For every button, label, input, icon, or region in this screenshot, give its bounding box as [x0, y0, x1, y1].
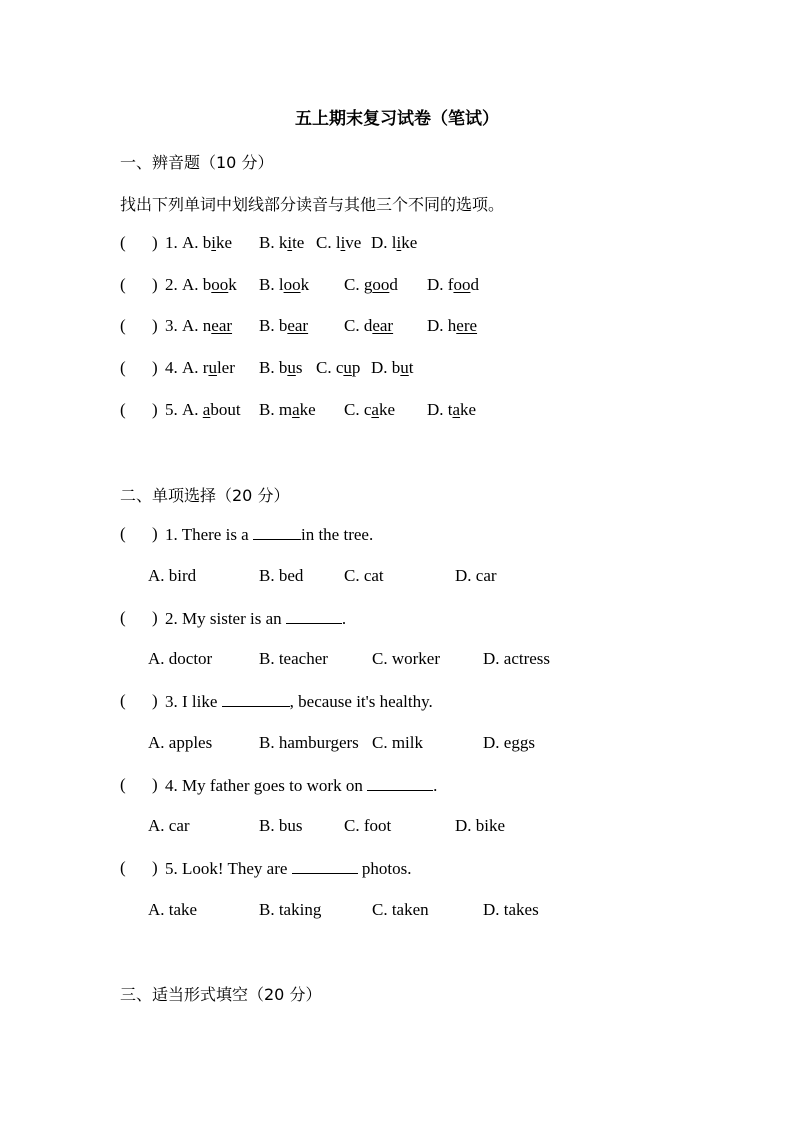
- answer-paren-open: (: [120, 524, 126, 543]
- question-number: 5.: [165, 400, 178, 419]
- option-prefix: A.: [182, 400, 203, 419]
- question-row: [120, 400, 680, 422]
- underlined-letters: ear: [211, 316, 233, 335]
- choice-option: D. actress: [483, 649, 551, 668]
- option-suffix: bout: [210, 400, 241, 419]
- option-c: [316, 358, 360, 378]
- answer-blank[interactable]: [253, 524, 301, 540]
- underlined-letters: i: [396, 233, 402, 252]
- question-number: 3.: [165, 316, 178, 335]
- answer-paren-open: (: [120, 400, 126, 419]
- option-b: [259, 233, 304, 253]
- answer-paren-close: ): [152, 691, 158, 710]
- option-c: [316, 233, 361, 253]
- underlined-letters: u: [343, 358, 352, 377]
- answer-paren-open: (: [120, 775, 126, 794]
- answer-paren-close: ): [152, 275, 158, 294]
- options-row: [120, 733, 680, 755]
- answer-paren-close: ): [152, 524, 158, 543]
- answer-blank[interactable]: [222, 691, 290, 707]
- option-prefix: A. r: [182, 358, 209, 377]
- choice-option: A. apples: [148, 733, 213, 752]
- option-b: [259, 358, 302, 378]
- answer-paren-close: ): [152, 358, 158, 377]
- answer-paren-open: (: [120, 608, 126, 627]
- answer-blank[interactable]: [292, 858, 358, 874]
- question-text-before: My sister is an: [182, 609, 286, 628]
- underlined-letters: oo: [372, 275, 390, 294]
- section-3-heading: 三、适当形式填空（20 分）: [120, 985, 322, 1004]
- option-suffix: d: [470, 275, 479, 294]
- choice-option: B. teacher: [259, 649, 328, 668]
- section-1-heading: 一、辨音题（10 分）: [120, 153, 274, 172]
- question-row: [120, 233, 680, 255]
- question-number: 2.: [165, 609, 178, 628]
- question-stem: [165, 691, 433, 712]
- question-text-after: photos.: [357, 859, 412, 878]
- option-prefix: D. b: [371, 358, 401, 377]
- option-d: [371, 233, 417, 253]
- answer-paren-open: (: [120, 691, 126, 710]
- options-row: [120, 649, 680, 671]
- option-d: [427, 275, 479, 295]
- answer-paren-close: ): [152, 858, 158, 877]
- question-number: 3.: [165, 692, 178, 711]
- answer-paren-close: ): [152, 775, 158, 794]
- option-prefix: A. b: [182, 233, 212, 252]
- question-number: 1.: [165, 233, 178, 252]
- answer-blank[interactable]: [286, 608, 342, 624]
- option-a: [182, 275, 237, 295]
- underlined-letters: oo: [453, 275, 471, 294]
- answer-paren-close: ): [152, 316, 158, 335]
- section-2-heading: 二、单项选择（20 分）: [120, 486, 290, 505]
- question-row: [120, 608, 680, 630]
- choice-option: B. bus: [259, 816, 303, 835]
- underlined-letters: ear: [287, 316, 309, 335]
- option-suffix: k: [300, 275, 310, 294]
- question-text-before: Look! They are: [182, 859, 292, 878]
- options-row: [120, 900, 680, 922]
- option-prefix: C. c: [344, 400, 372, 419]
- question-stem: [165, 608, 346, 629]
- answer-paren-close: ): [152, 233, 158, 252]
- underlined-letters: i: [211, 233, 217, 252]
- option-suffix: ke: [401, 233, 418, 252]
- option-prefix: C. c: [316, 358, 344, 377]
- option-prefix: B. b: [259, 316, 288, 335]
- underlined-letters: a: [452, 400, 461, 419]
- option-suffix: ler: [216, 358, 235, 377]
- option-suffix: ke: [216, 233, 233, 252]
- option-suffix: s: [295, 358, 303, 377]
- underlined-letters: a: [202, 400, 211, 419]
- option-prefix: D. f: [427, 275, 454, 294]
- option-b: [259, 400, 316, 420]
- answer-paren-open: (: [120, 316, 126, 335]
- question-number: 1.: [165, 525, 178, 544]
- option-a: [182, 233, 232, 253]
- answer-paren-open: (: [120, 858, 126, 877]
- choice-option: A. doctor: [148, 649, 213, 668]
- option-suffix: ke: [378, 400, 395, 419]
- question-text-after: , because it's healthy.: [289, 692, 433, 711]
- underlined-letters: i: [340, 233, 346, 252]
- option-c: [344, 400, 395, 420]
- option-b: [259, 275, 309, 295]
- question-row: [120, 775, 680, 797]
- choice-option: D. eggs: [483, 733, 535, 752]
- section-1-instruction: 找出下列单词中划线部分读音与其他三个不同的选项。: [120, 195, 505, 214]
- option-prefix: D. t: [427, 400, 453, 419]
- option-d: [371, 358, 414, 378]
- underlined-letters: oo: [211, 275, 229, 294]
- option-prefix: B. m: [259, 400, 293, 419]
- choice-option: B. taking: [259, 900, 322, 919]
- question-stem: [165, 524, 373, 545]
- underlined-letters: oo: [283, 275, 301, 294]
- question-number: 4.: [165, 776, 178, 795]
- question-text-before: There is a: [181, 525, 253, 544]
- choice-option: A. take: [148, 900, 198, 919]
- choice-option: C. cat: [344, 566, 384, 585]
- underlined-letters: ere: [456, 316, 478, 335]
- choice-option: D. takes: [483, 900, 539, 919]
- option-prefix: C. l: [316, 233, 341, 252]
- options-row: [120, 566, 680, 588]
- option-prefix: C. g: [344, 275, 373, 294]
- question-text-after: .: [341, 609, 347, 628]
- question-text-after: in the tree.: [300, 525, 374, 544]
- underlined-letters: u: [208, 358, 217, 377]
- question-text-before: My father goes to work on: [182, 776, 368, 795]
- option-prefix: A. n: [182, 316, 212, 335]
- option-suffix: ke: [299, 400, 316, 419]
- question-row: [120, 316, 680, 338]
- question-number: 4.: [165, 358, 178, 377]
- answer-paren-close: ): [152, 400, 158, 419]
- question-text-before: I like: [182, 692, 222, 711]
- choice-option: A. car: [148, 816, 190, 835]
- choice-option: C. taken: [372, 900, 429, 919]
- underlined-letters: a: [292, 400, 300, 419]
- question-stem: [165, 775, 437, 796]
- question-row: [120, 275, 680, 297]
- option-prefix: C. d: [344, 316, 373, 335]
- answer-paren-open: (: [120, 275, 126, 294]
- option-suffix: ve: [345, 233, 362, 252]
- option-c: [344, 275, 398, 295]
- question-row: [120, 358, 680, 380]
- option-suffix: t: [408, 358, 414, 377]
- option-suffix: te: [292, 233, 305, 252]
- choice-option: C. foot: [344, 816, 392, 835]
- option-prefix: B. b: [259, 358, 288, 377]
- option-b: [259, 316, 308, 336]
- underlined-letters: a: [371, 400, 379, 419]
- choice-option: D. bike: [455, 816, 506, 835]
- page-title: 五上期末复习试卷（笔试）: [295, 109, 499, 129]
- option-suffix: d: [389, 275, 398, 294]
- choice-option: C. worker: [372, 649, 440, 668]
- question-row: [120, 524, 680, 546]
- underlined-letters: u: [287, 358, 296, 377]
- option-c: [344, 316, 393, 336]
- choice-option: D. car: [455, 566, 497, 585]
- underlined-letters: ear: [372, 316, 394, 335]
- answer-blank[interactable]: [367, 775, 433, 791]
- option-a: [182, 400, 241, 420]
- option-prefix: A. b: [182, 275, 212, 294]
- underlined-letters: u: [400, 358, 409, 377]
- option-prefix: D. h: [427, 316, 457, 335]
- choice-option: B. bed: [259, 566, 304, 585]
- question-number: 5.: [165, 859, 178, 878]
- option-prefix: B. k: [259, 233, 288, 252]
- option-a: [182, 358, 235, 378]
- option-d: [427, 400, 476, 420]
- option-suffix: p: [351, 358, 361, 377]
- question-text-after: .: [433, 776, 438, 795]
- underlined-letters: i: [287, 233, 293, 252]
- option-d: [427, 316, 477, 336]
- choice-option: B. hamburgers: [259, 733, 359, 752]
- question-number: 2.: [165, 275, 178, 294]
- question-row: [120, 691, 680, 713]
- choice-option: C. milk: [372, 733, 424, 752]
- question-stem: [165, 858, 412, 879]
- options-row: [120, 816, 680, 838]
- option-suffix: k: [228, 275, 237, 294]
- option-prefix: D. l: [371, 233, 397, 252]
- answer-paren-open: (: [120, 358, 126, 377]
- choice-option: A. bird: [148, 566, 197, 585]
- option-suffix: ke: [460, 400, 477, 419]
- option-a: [182, 316, 232, 336]
- answer-paren-open: (: [120, 233, 126, 252]
- option-prefix: B. l: [259, 275, 284, 294]
- answer-paren-close: ): [152, 608, 158, 627]
- question-row: [120, 858, 680, 880]
